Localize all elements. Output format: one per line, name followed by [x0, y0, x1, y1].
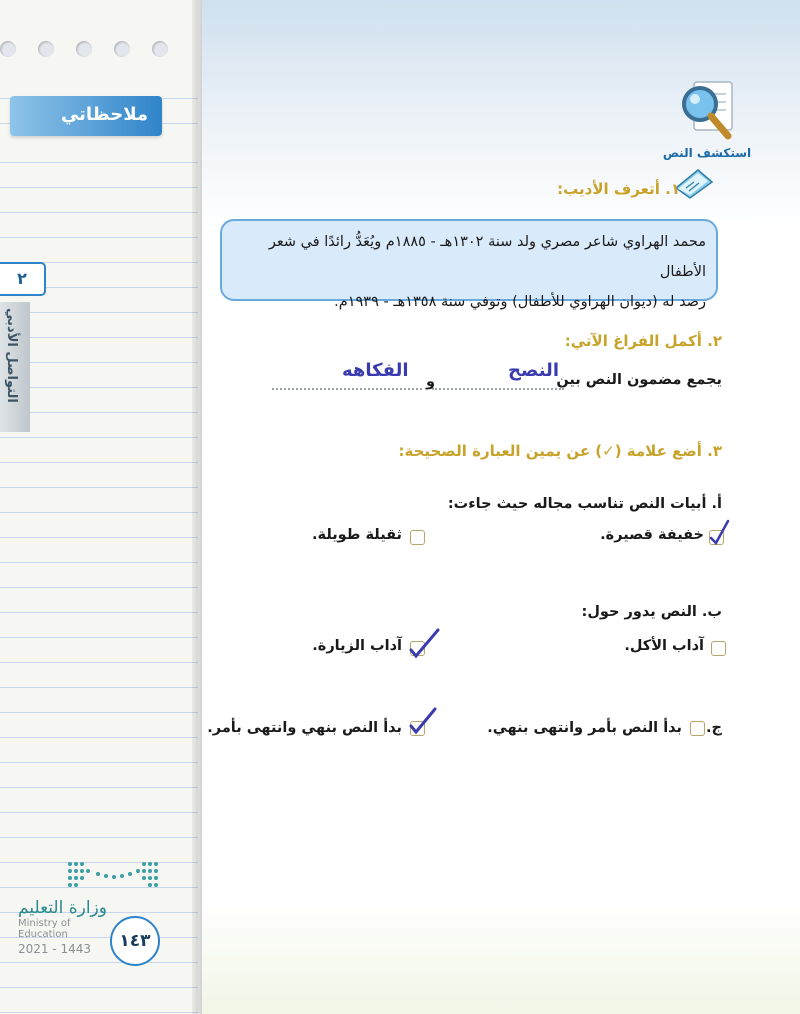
q2-connector: و — [426, 374, 436, 390]
q3b-option1-checkbox[interactable] — [711, 641, 726, 656]
binder-hole — [152, 41, 168, 57]
q3b-label: ب. النص يدور حول: — [581, 604, 722, 620]
magnifier-document-icon — [672, 80, 742, 146]
author-info-line-1: محمد الهراوي شاعر مصري ولد سنة ١٣٠٢هـ - ١٨٨٥م ويُعَدُّ رائدًا في شعر الأطفال — [268, 234, 706, 280]
blank-1-answer: النصح — [508, 360, 559, 381]
binder-hole — [114, 41, 130, 57]
binder-hole — [76, 41, 92, 57]
q3c-letter: ج. — [706, 720, 722, 736]
unit-label: التواصل الأدبي — [4, 308, 19, 403]
page-fold-shadow — [192, 0, 202, 1014]
q3c-option1-checkbox[interactable] — [690, 721, 705, 736]
unit-label-strip — [0, 302, 30, 432]
q2-title: ٢. أكمل الفراغ الآتي: — [564, 332, 722, 350]
ministry-name-en: Ministry of Education — [18, 918, 71, 940]
notes-tab — [10, 96, 162, 136]
q2-prompt: يجمع مضمون النص بين — [556, 372, 722, 388]
lesson-page — [202, 0, 800, 1014]
margin-header — [0, 0, 198, 88]
explore-text-label: استكشف النص — [662, 146, 752, 160]
blank-1[interactable] — [432, 388, 564, 390]
page-number: ١٤٣ — [110, 916, 160, 966]
blank-2[interactable] — [272, 388, 422, 390]
ministry-logo-icon — [64, 860, 164, 892]
pen-check-icon — [408, 706, 438, 736]
q1-title: ١. أتعرف الأديب: — [557, 180, 680, 198]
edition-year: 2021 - 1443 — [18, 942, 92, 956]
author-info-box — [220, 219, 718, 310]
q3a-option2-checkbox[interactable] — [410, 530, 425, 545]
q3c-option2: بدأ النص بنهي وانتهى بأمر. — [207, 720, 402, 736]
pen-check-icon — [408, 626, 442, 660]
pen-check-icon — [708, 518, 730, 546]
q3a-option2: ثقيلة طويلة. — [312, 527, 402, 543]
q3b-option2: آداب الزيارة. — [312, 638, 402, 654]
notes-title: ملاحظاتي — [60, 104, 148, 125]
q3-title: ٣. أضع علامة (✓) عن يمين العبارة الصحيحة: — [398, 442, 722, 460]
unit-number: ٢ — [17, 269, 27, 288]
unit-number-tab — [0, 262, 46, 296]
binder-hole — [38, 41, 54, 57]
q3c-option1: بدأ النص بأمر وانتهى بنهي. — [487, 720, 682, 736]
blank-2-answer: الفكاهه — [342, 360, 409, 381]
ministry-block — [18, 898, 118, 956]
q3a-label: أ. أبيات النص تناسب مجاله حيث جاءت: — [447, 496, 722, 512]
author-info-line-2: رصد له (ديوان الهراوي للأطفال) وتوفي سنة ١٣٥٨هـ - ١٩٣٩م. — [334, 294, 706, 310]
q3b-option1: آداب الأكل. — [624, 638, 704, 654]
ministry-name-ar: وزارة التعليم — [18, 898, 107, 918]
binder-hole — [0, 41, 16, 57]
q3a-option1: خفيفة قصيرة. — [600, 527, 704, 543]
